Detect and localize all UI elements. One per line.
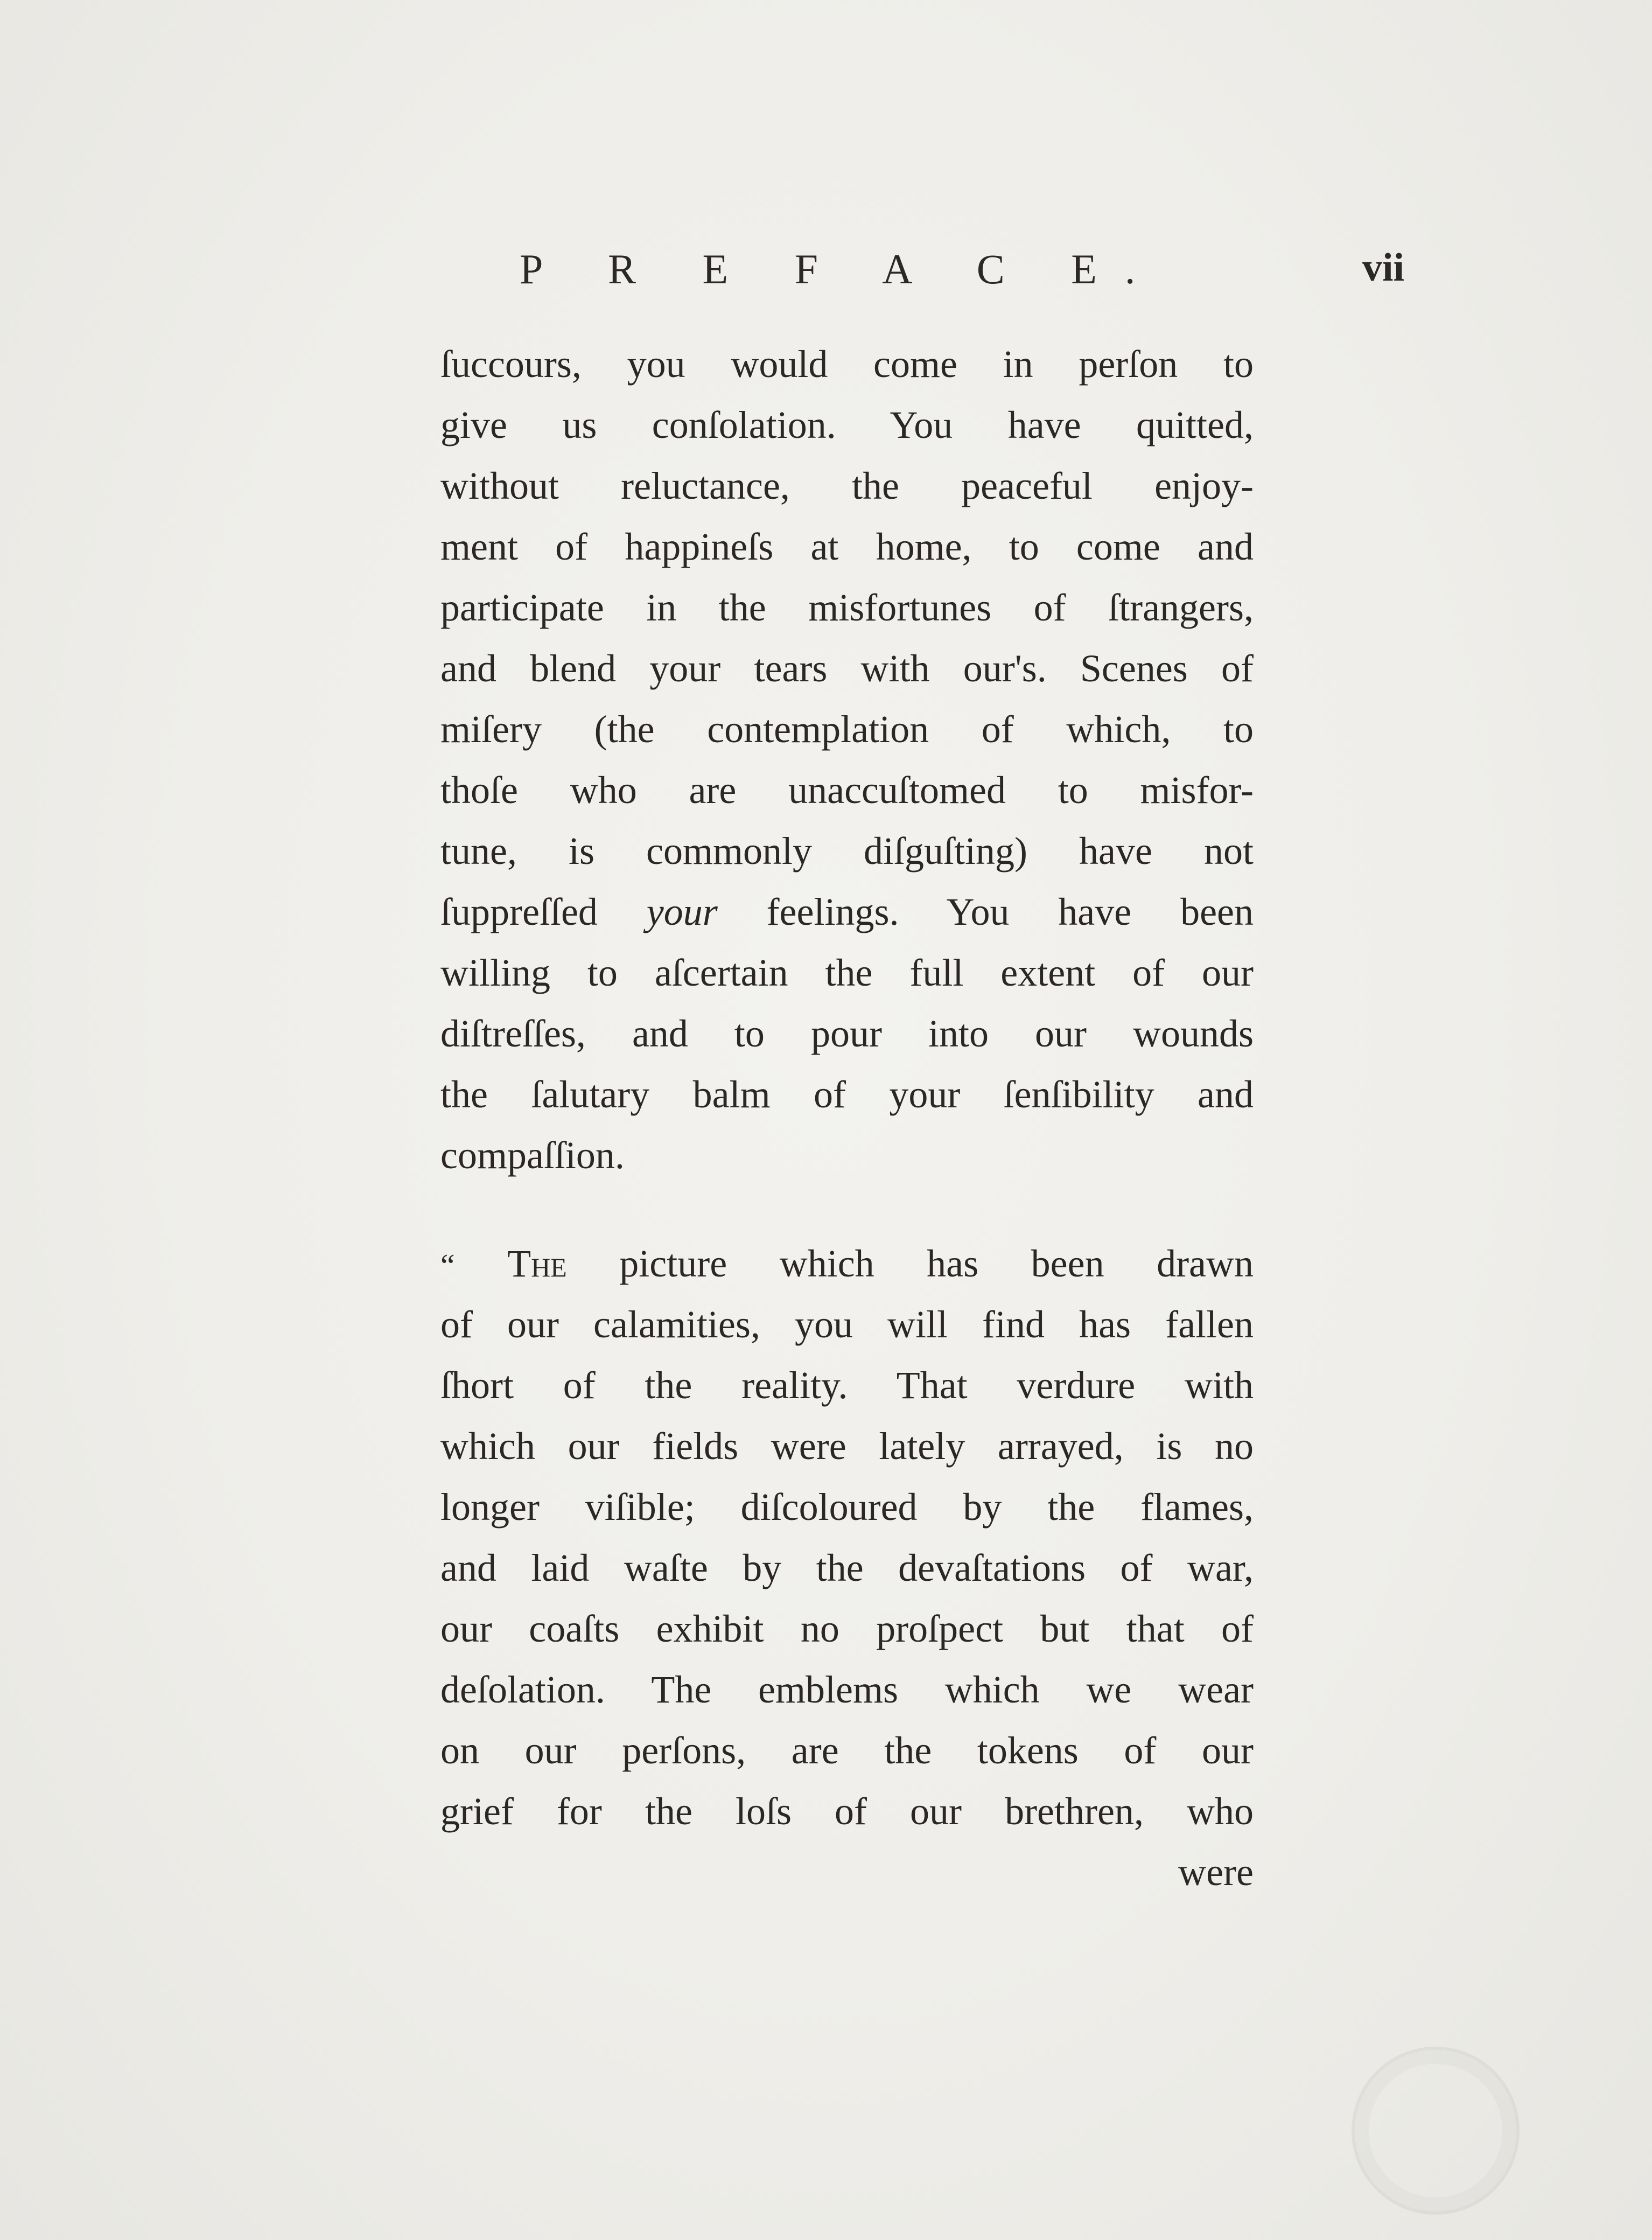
text-line-with-italic [440, 882, 1254, 943]
text-line: ment of happineſs at home, to come and [440, 525, 1254, 568]
text-line: the ſalutary balm of your ſenſibility and [440, 1073, 1254, 1116]
running-head [0, 245, 1652, 304]
text-line: on our perſons, are the tokens of our [440, 1729, 1254, 1772]
text-line: grief for the loſs of our brethren, who [440, 1790, 1254, 1833]
catchword: were [1178, 1851, 1254, 1894]
text-line: miſery (the contemplation of which, to [440, 708, 1254, 751]
text-line: thoſe who are unaccuſtomed to misfor- [440, 769, 1254, 812]
text-line: without reluctance, the peaceful enjoy- [440, 464, 1254, 507]
text-line: our coaſts exhibit no proſpect but that of [440, 1607, 1254, 1650]
text-line: which our fields were lately arrayed, is no [440, 1425, 1254, 1468]
library-stamp [1352, 2047, 1520, 2215]
italic-word: your [646, 890, 718, 933]
text-line: and blend your tears with our's. Scenes of [440, 647, 1254, 690]
text-line: participate in the misfortunes of ſtrangers, [440, 586, 1254, 629]
text-line: compaſſion. [440, 1134, 625, 1177]
text-line: ſhort of the reality. That verdure with [440, 1364, 1254, 1407]
page-title: P R E F A C E. [520, 246, 1164, 292]
text-line: willing to aſcertain the full extent of our [440, 951, 1254, 994]
opening-quote: “ [440, 1248, 455, 1283]
text-line: give us conſolation. You have quitted, [440, 403, 1254, 446]
page-number: vii [1362, 246, 1405, 290]
text-line: tune, is commonly diſguſting) have not [440, 829, 1254, 873]
paragraph-gap [440, 1186, 1254, 1233]
small-caps-word: The [507, 1242, 567, 1285]
body-text [440, 334, 1254, 1903]
text-line: of our calamities, you will find has fallen [440, 1303, 1254, 1346]
text-segment: ſuppreſſed [440, 890, 647, 933]
text-segment: feelings. You have been [717, 890, 1254, 933]
text-line: and laid waſte by the devaſtations of war, [440, 1546, 1254, 1589]
paragraph-opening-line [440, 1233, 1254, 1294]
text-line: ſuccours, you would come in perſon to [440, 343, 1254, 386]
text-line: diſtreſſes, and to pour into our wounds [440, 1012, 1254, 1055]
text-segment: picture which has been drawn [566, 1242, 1254, 1285]
text-line: deſolation. The emblems which we wear [440, 1668, 1254, 1711]
text-line: longer viſible; diſcoloured by the flames, [440, 1485, 1254, 1529]
